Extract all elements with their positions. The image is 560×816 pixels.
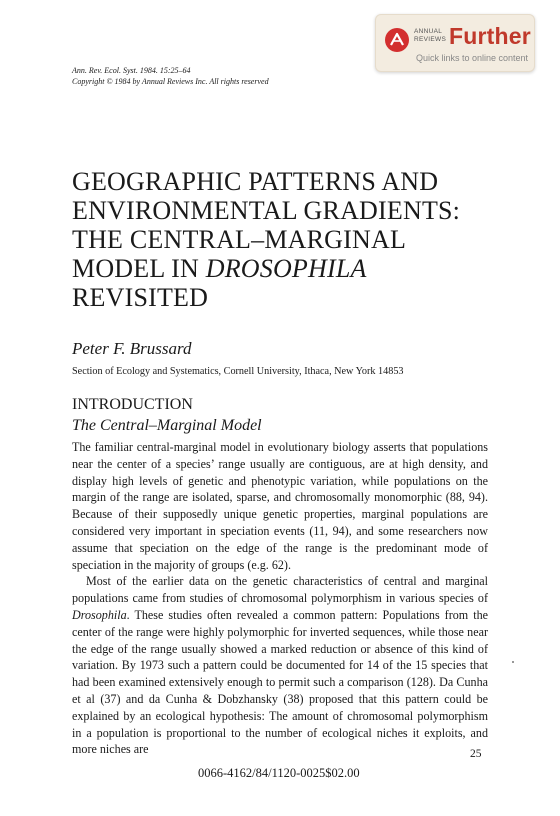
- title-line-3: THE CENTRAL–MARGINAL: [72, 225, 407, 254]
- paragraph-2-part-2: . These studies often revealed a common pattern: Populations from the center of the range were highly polymorphic for inverted sequences, while those near the edge of the range usually showed a marked reduction or absence of this kind of variation. By 1973 such a pattern could be documented for 14 of the 15 species that had been examined extensively enough to permit such a comparison (128). Da Cunha et al (37) and da Cunha & Dobzhansky (38) proposed that this pattern could be explained by an ecological hypothesis: The amount of chromosomal polymorphism in a population is proportional to the number of ecological niches it exploits, and more niches are: [72, 607, 488, 757]
- subsection-heading: The Central–Marginal Model: [72, 417, 262, 434]
- title-line-4-text: MODEL IN: [72, 254, 206, 283]
- paragraph-2: [72, 573, 488, 758]
- journal-citation: [72, 65, 269, 87]
- annual-reviews-further-badge[interactable]: [375, 14, 535, 72]
- badge-brand-line2: REVIEWS: [414, 36, 447, 43]
- title-line-5: REVISITED: [72, 283, 209, 312]
- footer-code: 0066-4162/84/1120-0025$02.00: [198, 766, 360, 780]
- article-title: [72, 167, 512, 312]
- page-number: 25: [470, 748, 482, 760]
- title-line-1: GEOGRAPHIC PATTERNS AND: [72, 167, 439, 196]
- author-name: Peter F. Brussard: [72, 339, 192, 358]
- badge-subtitle: Quick links to online content: [416, 53, 529, 63]
- paragraph-1: The familiar central-marginal model in evolutionary biology asserts that populations near the center of a species’ range usually are contiguous, are at high density, and display high levels of genetic and phenotypic variation, while populations on the margin of the range are isolated, sparse, and chromosomally monomorphic (88, 94). Because of their supposedly unique genetic properties, marginal populations are considered very important in speciation events (11, 94), and some researchers now assume that speciation on the edge of the range is the predominant mode of speciation in the majority of groups (e.g. 62).: [72, 440, 488, 572]
- article-body: [72, 439, 488, 758]
- badge-brand-line1: ANNUAL: [414, 28, 443, 35]
- title-line-4: [72, 254, 512, 283]
- badge-brand: [414, 28, 446, 44]
- paragraph-2-part-1: Most of the earlier data on the genetic characteristics of central and marginal populations came from studies of chromosomal polymorphism in various species of: [72, 574, 488, 606]
- journal-line: Ann. Rev. Ecol. Syst. 1984. 15:25–64: [72, 66, 191, 75]
- section-heading: INTRODUCTION: [72, 396, 193, 413]
- author-affiliation: Section of Ecology and Systematics, Cornell University, Ithaca, New York 14853: [72, 366, 404, 377]
- title-line-4-italic: DROSOPHILA: [205, 254, 367, 283]
- copyright-line: Copyright © 1984 by Annual Reviews Inc. All rights reserved: [72, 77, 269, 86]
- badge-further-word: Further: [449, 23, 531, 49]
- title-line-2: ENVIRONMENTAL GRADIENTS:: [72, 196, 461, 225]
- paragraph-2-italic: Drosophila: [72, 607, 127, 622]
- annual-reviews-logo-icon: [385, 28, 409, 52]
- stray-mark: [512, 661, 514, 663]
